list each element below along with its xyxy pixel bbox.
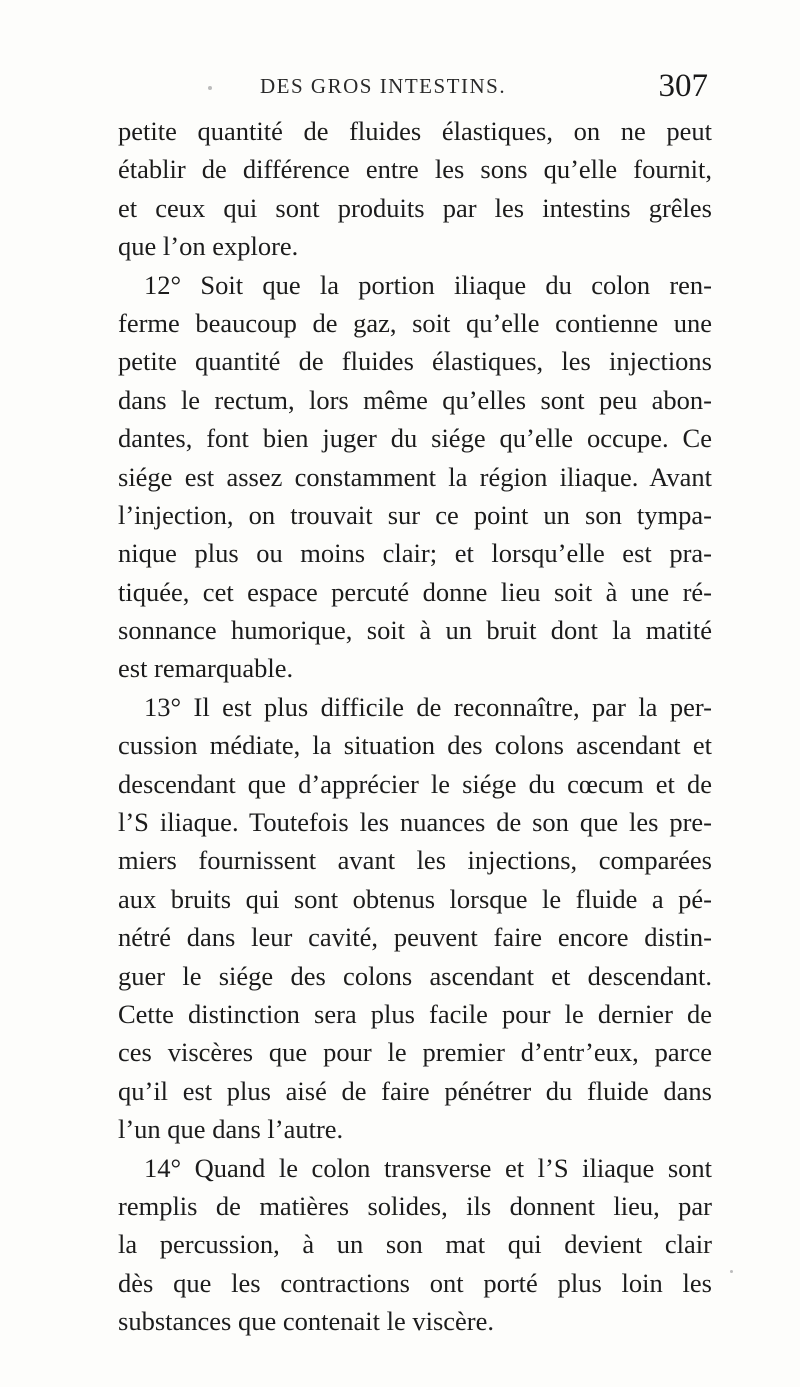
paragraph-14-start: 14° Quand le colon transverse et l’S iliaque sont: [144, 1152, 712, 1183]
text-line: guer le siége des colons ascendant et descendant.: [118, 960, 712, 991]
text-line: descendant que d’apprécier le siége du cœcum et de: [118, 768, 712, 799]
text-line: petite quantité de fluides élastiques, les injections: [118, 346, 712, 377]
text-line: que l’on explore.: [118, 231, 299, 262]
paragraph-12-start: 12° Soit que la portion iliaque du colon ren-: [144, 269, 712, 300]
text-line: ces viscères que pour le premier d’entr’eux, parce: [118, 1037, 712, 1068]
text-line: dantes, font bien juger du siége qu’elle occupe. Ce: [118, 423, 712, 454]
text-line: l’un que dans l’autre.: [118, 1114, 344, 1145]
text-line: établir de différence entre les sons qu’elle fournit,: [118, 154, 712, 185]
text-line: la percussion, à un son mat qui devient clair: [118, 1229, 712, 1260]
running-title: DES GROS INTESTINS.: [260, 74, 507, 98]
text-line: siége est assez constamment la région iliaque. Avant: [118, 461, 712, 492]
text-line: tiquée, cet espace percuté donne lieu soit à une ré-: [118, 576, 712, 607]
body-text: [118, 112, 712, 1341]
text-line: ferme beaucoup de gaz, soit qu’elle contienne une: [118, 307, 712, 338]
text-line: nétré dans leur cavité, peuvent faire encore distin-: [118, 922, 712, 953]
text-line: qu’il est plus aisé de faire pénétrer du fluide dans: [118, 1075, 712, 1106]
text-line: substances que contenait le viscère.: [118, 1306, 495, 1337]
text-line: miers fournissent avant les injections, comparées: [118, 845, 712, 876]
text-line: Cette distinction sera plus facile pour le dernier de: [118, 998, 712, 1029]
paragraph-13-start: 13° Il est plus difficile de reconnaître, par la per-: [144, 691, 712, 722]
text-line: l’injection, on trouvait sur ce point un son tympa-: [118, 499, 712, 530]
text-line: l’S iliaque. Toutefois les nuances de son que les pre-: [118, 807, 712, 838]
running-head: [118, 68, 708, 108]
text-line: est remarquable.: [118, 653, 294, 684]
text-line: dans le rectum, lors même qu’elles sont peu abon-: [118, 384, 712, 415]
text-line: aux bruits qui sont obtenus lorsque le fluide a pé-: [118, 883, 712, 914]
paper-speck: [208, 86, 212, 90]
page-number: 307: [658, 68, 708, 104]
paper-speck: [730, 1270, 733, 1273]
text-line: nique plus ou moins clair; et lorsqu’elle est pra-: [118, 538, 712, 569]
text-line: cussion médiate, la situation des colons ascendant et: [118, 730, 712, 761]
text-line: et ceux qui sont produits par les intestins grêles: [118, 192, 712, 223]
text-line: sonnance humorique, soit à un bruit dont la matité: [118, 615, 712, 646]
text-line: remplis de matières solides, ils donnent lieu, par: [118, 1190, 712, 1221]
text-line: petite quantité de fluides élastiques, on ne peut: [118, 116, 712, 146]
text-line: dès que les contractions ont porté plus loin les: [118, 1267, 712, 1298]
